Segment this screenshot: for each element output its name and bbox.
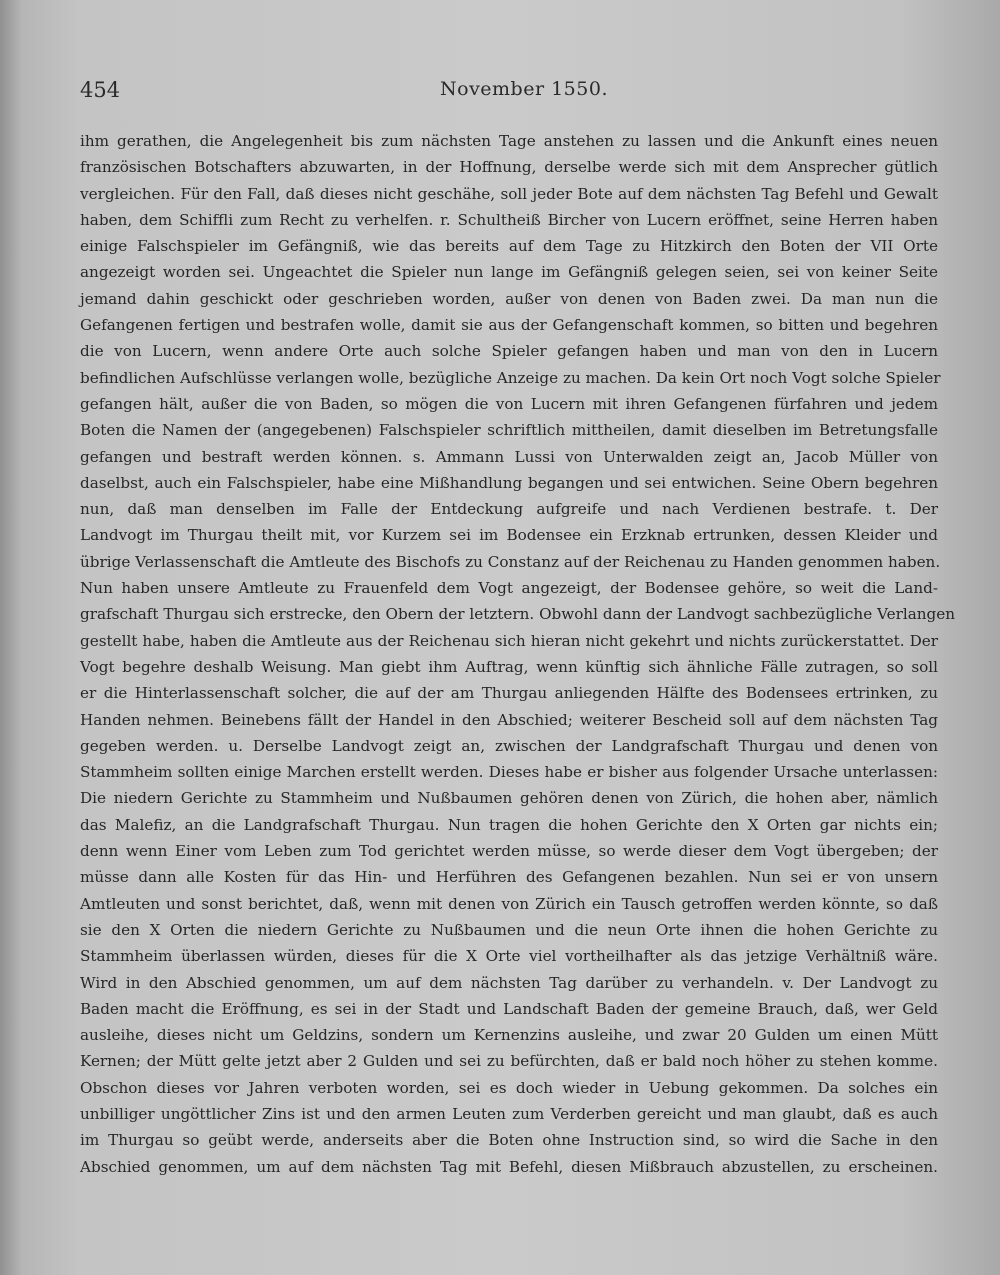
text-line: Stammheim sollten einige Marchen erstellt werden. Dieses habe er bisher aus folgender Ursache unterlassen:	[80, 763, 938, 782]
text-line: Gefangenen fertigen und bestrafen wolle, damit sie aus der Gefangenschaft kommen, so bitten und begehren	[80, 316, 938, 335]
text-line: unbilliger ungöttlicher Zins ist und den armen Leuten zum Verderben gereicht und man glaubt, daß es auch	[80, 1104, 938, 1123]
text-line: müsse dann alle Kosten für das Hin- und Herführen des Gefangenen bezahlen. Nun sei er von unsern	[80, 868, 938, 887]
text-line: Abschied genommen, um auf dem nächsten Tag mit Befehl, diesen Mißbrauch abzustellen, zu erscheinen.	[80, 1157, 938, 1176]
text-line: vergleichen. Für den Fall, daß dieses nicht geschähe, soll jeder Bote auf dem nächsten Tag Befehl und Gewalt	[80, 184, 938, 203]
page-gutter-shadow	[0, 0, 22, 1275]
text-line: grafschaft Thurgau sich erstrecke, den Obern der letztern. Obwohl dann der Landvogt sachbezügliche Verlangen	[80, 605, 956, 624]
text-line: Vogt begehre deshalb Weisung. Man giebt ihm Auftrag, wenn künftig sich ähnliche Fälle zutragen, so soll	[80, 657, 938, 676]
page-number: 454	[80, 78, 121, 102]
text-line: ausleihe, dieses nicht um Geldzins, sondern um Kernenzins ausleihe, und zwar 20 Gulden um einen Mütt	[80, 1026, 938, 1045]
text-line: befindlichen Aufschlüsse verlangen wolle, bezügliche Anzeige zu machen. Da kein Ort noch Vogt solche Spieler	[80, 368, 941, 387]
text-line: Baden macht die Eröffnung, es sei in der Stadt und Landschaft Baden der gemeine Brauch, daß, wer Geld	[80, 999, 938, 1018]
text-line: gestellt habe, haben die Amtleute aus der Reichenau sich hieran nicht gekehrt und nichts zurückerstattet. Der	[80, 631, 938, 650]
text-line: Landvogt im Thurgau theilt mit, vor Kurzem sei im Bodensee ein Erzknab ertrunken, dessen Kleider und	[80, 526, 938, 545]
text-line: Wird in den Abschied genommen, um auf dem nächsten Tag darüber zu verhandeln. v. Der Landvogt zu	[80, 973, 938, 992]
text-line: Die niedern Gerichte zu Stammheim und Nußbaumen gehören denen von Zürich, die hohen aber, nämlich	[80, 789, 938, 808]
text-line: die von Lucern, wenn andere Orte auch solche Spieler gefangen haben und man von den in Lucern	[80, 342, 938, 361]
text-line: angezeigt worden sei. Ungeachtet die Spieler nun lange im Gefängniß gelegen seien, sei von keiner Seite	[80, 263, 938, 282]
text-line: Nun haben unsere Amtleute zu Frauenfeld dem Vogt angezeigt, der Bodensee gehöre, so weit die Land-	[80, 579, 938, 598]
text-line: das Malefiz, an die Landgrafschaft Thurgau. Nun tragen die hohen Gerichte den X Orten gar nichts ein;	[80, 815, 938, 834]
text-line: nun, daß man denselben im Falle der Entdeckung aufgreife und nach Verdienen bestrafe. t. Der	[80, 500, 938, 519]
text-line: jemand dahin geschickt oder geschrieben worden, außer von denen von Baden zwei. Da man nun die	[80, 289, 938, 308]
body-text	[80, 128, 956, 1180]
text-line: er die Hinterlassenschaft solcher, die auf der am Thurgau anliegenden Hälfte des Bodensees ertrinken, zu	[80, 684, 938, 703]
text-line: haben, dem Schiffli zum Recht zu verhelfen. r. Schultheiß Bircher von Lucern eröffnet, seine Herren haben	[80, 210, 938, 229]
text-line: gefangen hält, außer die von Baden, so mögen die von Lucern mit ihren Gefangenen fürfahren und jedem	[80, 394, 938, 413]
text-line: Boten die Namen der (angegebenen) Falschspieler schriftlich mittheilen, damit dieselben im Betretungsfalle	[80, 421, 938, 440]
text-line: Obschon dieses vor Jahren verboten worden, sei es doch wieder in Uebung gekommen. Da solches ein	[80, 1078, 938, 1097]
text-line: ihm gerathen, die Angelegenheit bis zum nächsten Tage anstehen zu lassen und die Ankunft eines neuen	[80, 132, 938, 150]
text-line: französischen Botschafters abzuwarten, in der Hoffnung, derselbe werde sich mit dem Ansprecher gütlich	[80, 158, 938, 177]
text-line: Stammheim überlassen würden, dieses für die X Orte viel vortheilhafter als das jetzige Verhältniß wäre.	[80, 947, 938, 966]
text-line: daselbst, auch ein Falschspieler, habe eine Mißhandlung begangen und sei entwichen. Seine Obern begehren	[80, 473, 938, 492]
text-line: im Thurgau so geübt werde, anderseits aber die Boten ohne Instruction sind, so wird die Sache in den	[80, 1131, 938, 1150]
text-line: übrige Verlassenschaft die Amtleute des Bischofs zu Constanz auf der Reichenau zu Handen genommen haben.	[80, 552, 941, 571]
text-line: Amtleuten und sonst berichtet, daß, wenn mit denen von Zürich ein Tausch getroffen werden könnte, so daß	[80, 894, 938, 913]
text-line: einige Falschspieler im Gefängniß, wie das bereits auf dem Tage zu Hitzkirch den Boten der VII Orte	[80, 237, 938, 256]
page-header	[80, 78, 940, 110]
text-line: sie den X Orten die niedern Gerichte zu Nußbaumen und die neun Orte ihnen die hohen Gerichte zu	[80, 920, 938, 939]
text-line: denn wenn Einer vom Leben zum Tod gerichtet werden müsse, so werde dieser dem Vogt übergeben; der	[80, 842, 938, 861]
text-line: Kernen; der Mütt gelte jetzt aber 2 Gulden und sei zu befürchten, daß er bald noch höher zu stehen komme.	[80, 1052, 938, 1071]
text-line: gegeben werden. u. Derselbe Landvogt zeigt an, zwischen der Landgrafschaft Thurgau und denen von	[80, 736, 938, 755]
text-line: gefangen und bestraft werden können. s. Ammann Lussi von Unterwalden zeigt an, Jacob Müller von	[80, 447, 938, 466]
text-line: Handen nehmen. Beinebens fällt der Handel in den Abschied; weiterer Bescheid soll auf dem nächsten Tag	[80, 710, 938, 729]
running-title: November 1550.	[440, 78, 608, 100]
